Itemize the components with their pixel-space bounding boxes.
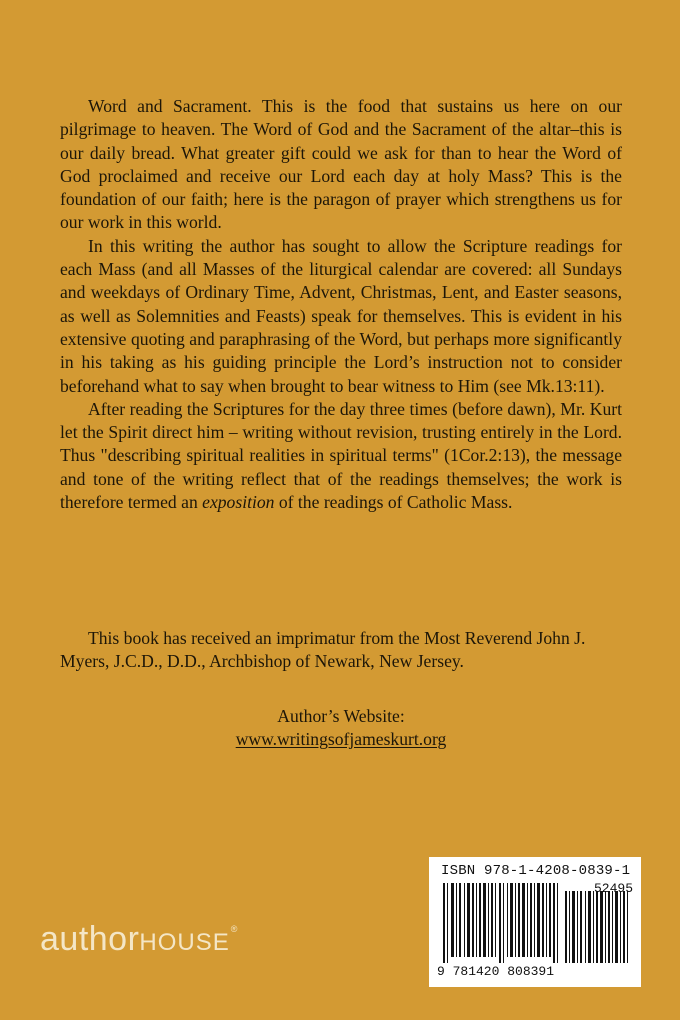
registered-mark: ®	[230, 924, 238, 934]
logo-house: HOUSE	[139, 929, 230, 956]
isbn-barcode	[429, 857, 641, 987]
emphasis-exposition: exposition	[202, 492, 275, 513]
paragraph-3	[60, 398, 622, 514]
author-website	[60, 705, 622, 752]
website-label: Author’s Website:	[277, 706, 405, 726]
paragraph-3-end: of the readings of Catholic Mass.	[274, 492, 513, 513]
publisher-logo	[40, 920, 238, 959]
imprimatur-note: This book has received an imprimatur from the Most Reverend John J. Myers, J.C.D., D.D., Archbishop of Newark, New Jersey.	[60, 628, 586, 672]
description-text	[60, 95, 622, 514]
paragraph-3-start: After reading the Scriptures for the day three times (before dawn), Mr. Kurt let the Spirit direct him – writing without revision, trusting entirely in the Lord. Thus "describing spiritual realities in spiritual terms" (1Cor.2:13), the message and tone of the writing reflect that of the readings themselves; the work is therefore termed an	[60, 398, 622, 513]
barcode-addon: 52495	[593, 881, 633, 896]
logo-author: author	[40, 920, 140, 958]
paragraph-2: In this writing the author has sought to allow the Scripture readings for each Mass (and all Masses of the liturgical calendar are covered: all Sundays and weekdays of Ordinary Time, Advent, Christmas, Lent, and Easter seasons, as well as Solemnities and Feasts) speak for themselves. This is evident in his extensive quoting and paraphrasing of the Word, but perhaps more significantly in his taking as his guiding principle the Lord’s instruction not to consider beforehand what to say when brought to bear witness to Him (see Mk.13:11).	[60, 235, 622, 396]
barcode-digits: 9 781420 808391	[437, 964, 555, 979]
paragraph-1: Word and Sacrament. This is the food that sustains us here on our pilgrimage to heaven. The Word of God and the Sacrament of the altar–this is our daily bread. What greater gift could we ask for than to hear the Word of God proclaimed and receive our Lord each day at holy Mass? This is the foundation of our faith; here is the paragon of prayer which strengthens us for our work in this world.	[60, 96, 622, 233]
isbn-number: ISBN 978-1-4208-0839-1	[441, 863, 631, 879]
website-link[interactable]: www.writingsofjameskurt.org	[235, 729, 447, 750]
